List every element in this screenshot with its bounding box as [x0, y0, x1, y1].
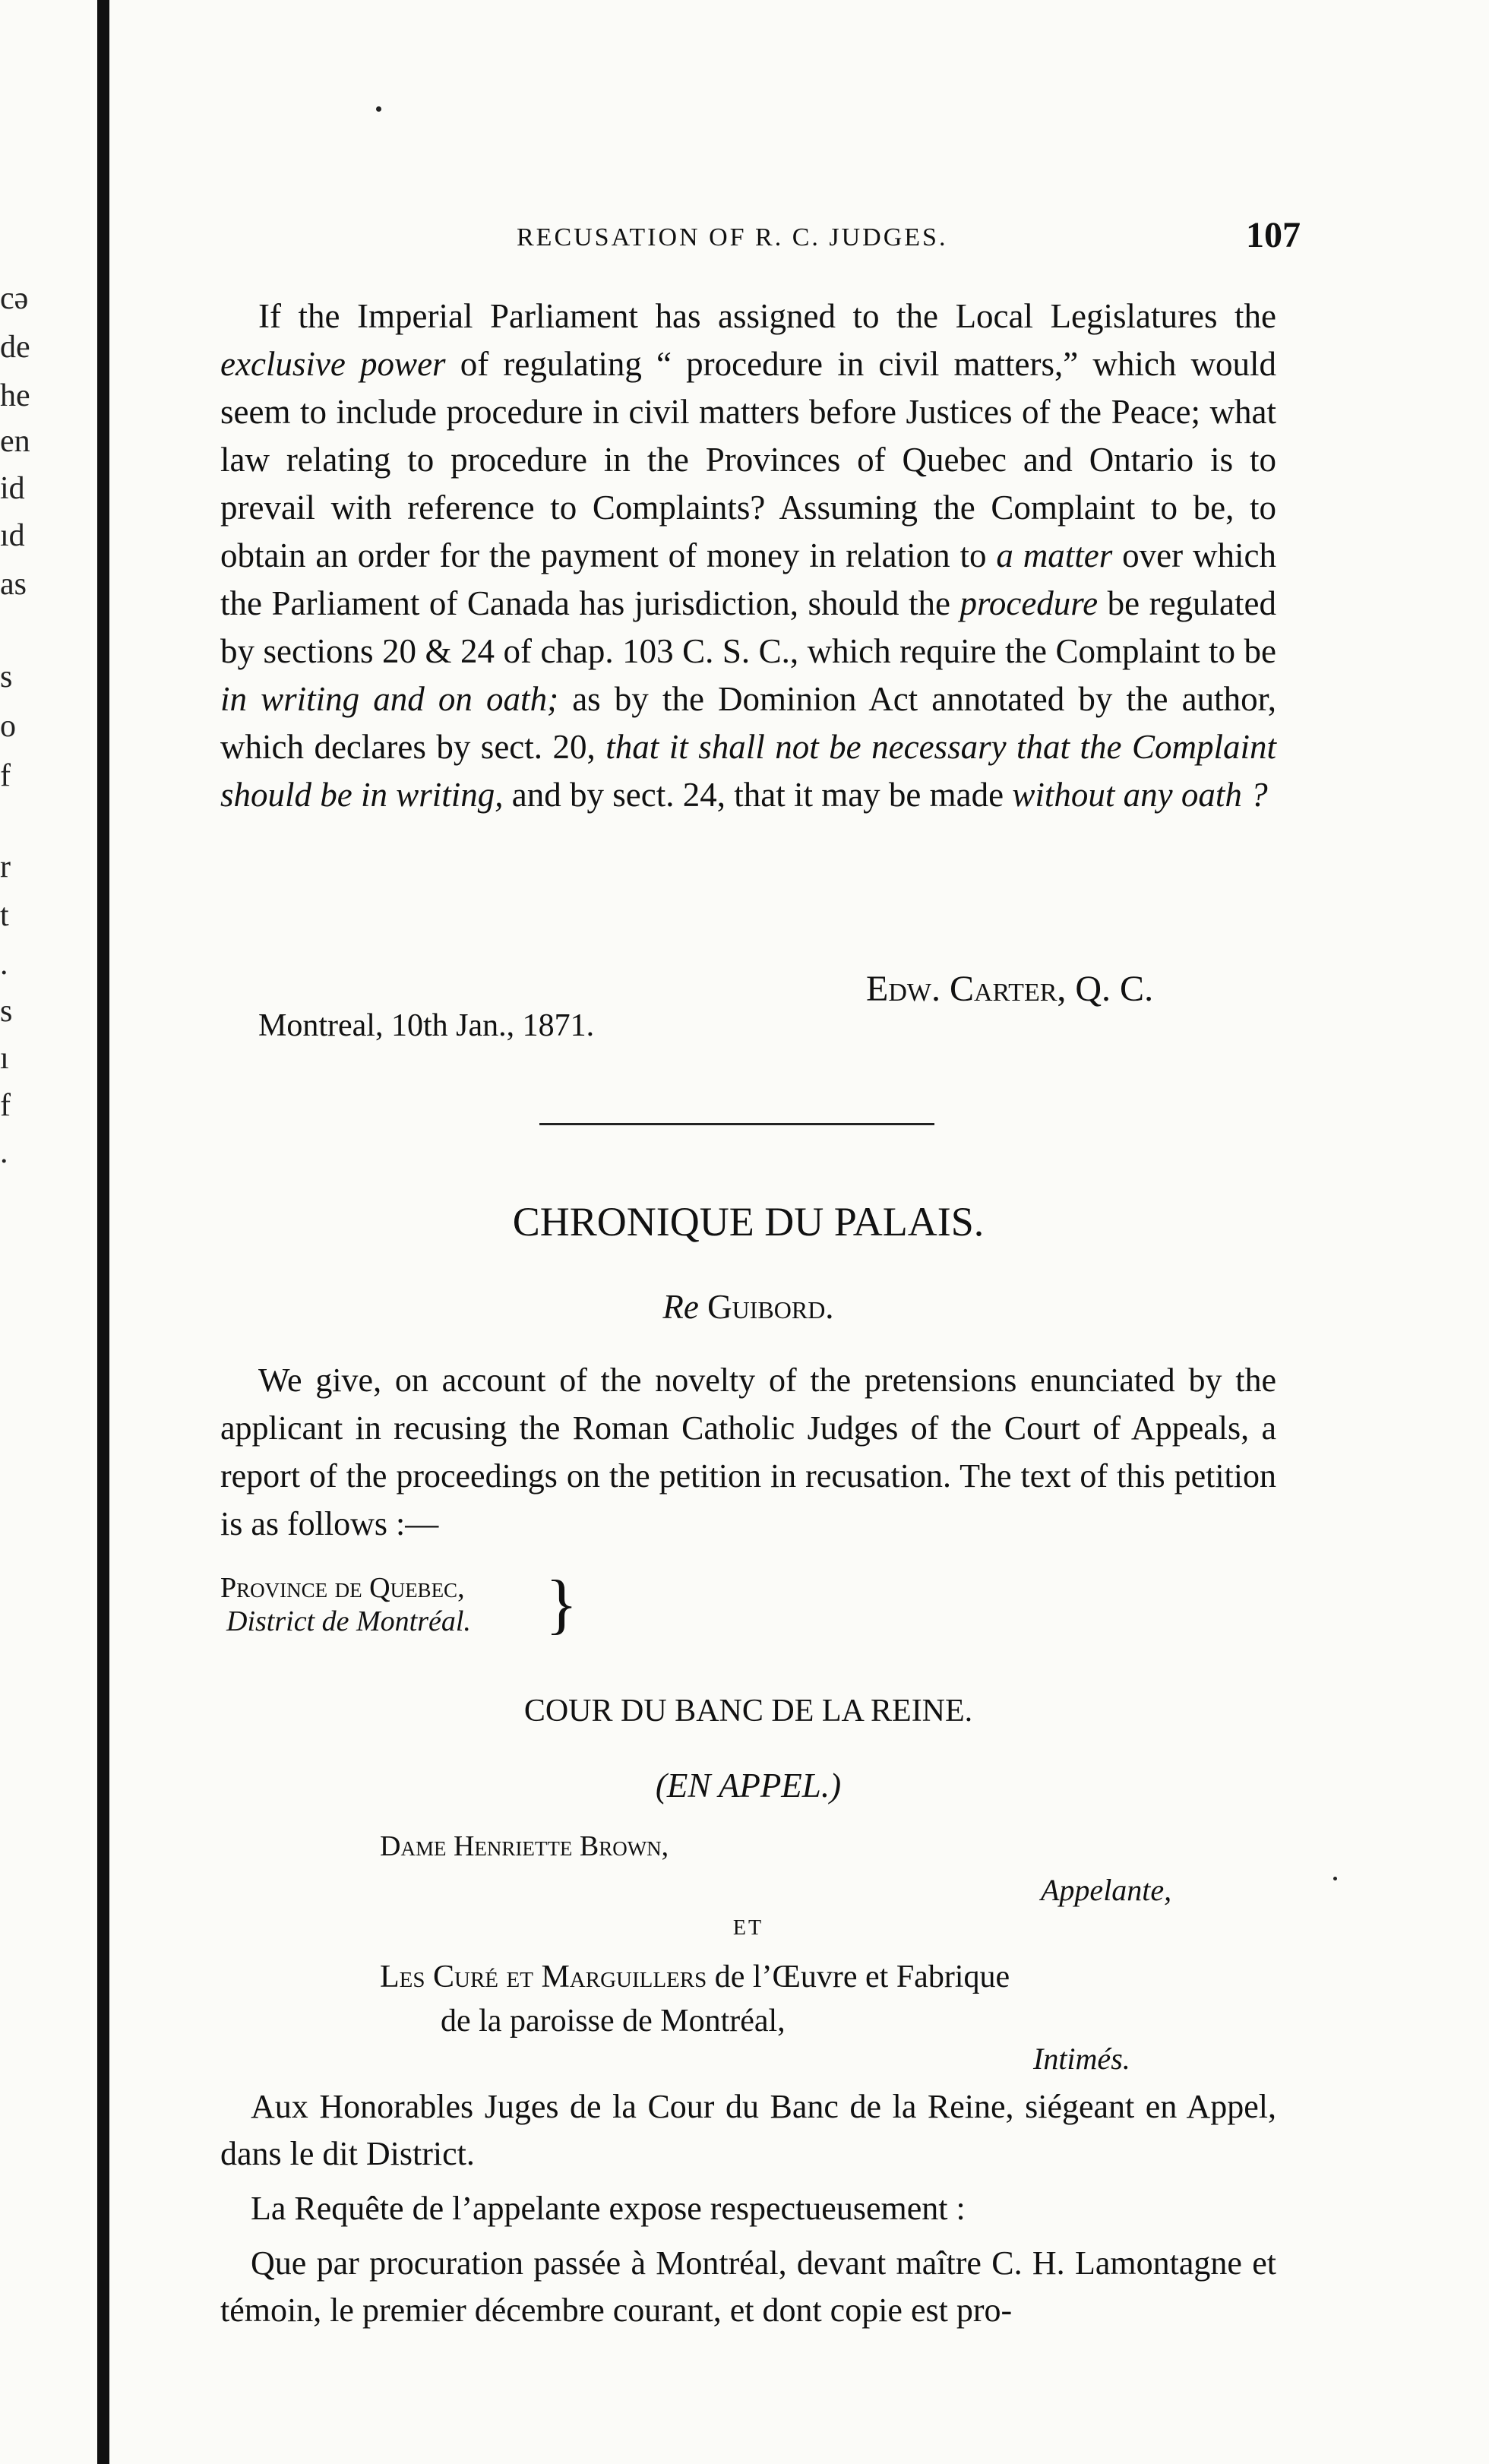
running-title: RECUSATION OF R. C. JUDGES. — [517, 223, 948, 251]
italic-phrase: without any oath ? — [1012, 776, 1268, 814]
fragment-glyph: t — [0, 898, 9, 933]
carter-letter-body — [220, 293, 1276, 819]
fragment-glyph: id — [0, 471, 25, 506]
text-run: and by sect. 24, that it may be made — [503, 776, 1013, 814]
et-separator: ET — [732, 1916, 764, 1940]
subtitle-name: Guibord. — [707, 1288, 834, 1326]
respondent-sc: Les Curé et Marguillers — [380, 1959, 707, 1994]
respondent-line-1 — [380, 1954, 1010, 2000]
page-number: 107 — [1246, 215, 1301, 255]
address-paragraph: Aux Honorables Juges de la Cour du Banc de la Reine, siégeant en Appel, dans le dit District. — [220, 2088, 1276, 2172]
italic-phrase: that it shall not be necessary that the Complaint should be in writing, — [220, 728, 1277, 814]
fragment-glyph: o — [0, 709, 16, 744]
fragment-glyph: as — [0, 567, 27, 602]
fragment-glyph: cə — [0, 281, 29, 316]
section-divider — [539, 1123, 934, 1125]
italic-phrase: in writing and on oath; — [220, 680, 559, 718]
fragment-glyph: s — [0, 994, 13, 1029]
fragment-glyph: f — [0, 1088, 11, 1123]
brace: } — [545, 1567, 578, 1641]
subtitle-re: Re — [662, 1288, 699, 1326]
appellant-name: Dame Henriette Brown, — [380, 1830, 669, 1862]
page-binding-edge — [97, 0, 109, 2464]
appellant-role: Appelante, — [1041, 1873, 1172, 1907]
requete-paragraph: La Requête de l’appelante expose respectueusement : — [251, 2190, 966, 2227]
petition-text — [220, 2083, 1276, 2342]
fragment-glyph: s — [0, 659, 13, 694]
fragment-glyph: he — [0, 378, 30, 413]
italic-phrase: procedure — [959, 584, 1099, 622]
que-paragraph: Que par procuration passée à Montréal, devant maître C. H. Lamontagne et témoin, le premier décembre courant, et dont copie est pro- — [220, 2244, 1276, 2329]
text-run: over which the Parliament of Canada has jurisdiction, should the — [220, 536, 1276, 622]
text-run: If the Imperial Parliament has assigned to the Local Legislatures the — [258, 297, 1276, 335]
section-title: CHRONIQUE DU PALAIS. — [512, 1199, 985, 1245]
province-line: Province de Quebec, — [220, 1572, 465, 1604]
fragment-glyph: ı — [0, 1041, 9, 1076]
fragment-glyph: en — [0, 424, 30, 459]
italic-phrase: exclusive power — [220, 345, 446, 383]
en-appel: (EN APPEL.) — [655, 1767, 842, 1805]
chronique-intro — [220, 1356, 1276, 1548]
respondent-role: Intimés. — [1033, 2042, 1130, 2076]
intro-paragraph: We give, on account of the novelty of the pretensions enunciated by the applicant in recusing the Roman Catholic Judges of the Court of Appeals, a report of the proceedings on the petition in recusation. The text of this petition is as follows :— — [220, 1362, 1276, 1542]
italic-phrase: a matter — [996, 536, 1113, 574]
province-block — [220, 1567, 578, 1641]
text-run: of regulating “ procedure in civil matters,” which would seem to include procedure in civil matters before Justices of the Peace; what law relating to procedure in the Provinces of Quebec and Ontario is to prevail with reference to Complaints? Assuming the Complaint to be, to obtain an order for the payment of money in relation to — [220, 345, 1276, 574]
court-title: COUR DU BANC DE LA REINE. — [523, 1694, 973, 1729]
fragment-glyph: ıd — [0, 518, 25, 553]
fragment-glyph: . — [0, 1135, 8, 1170]
signature: Edw. Carter, Q. C. — [866, 969, 1154, 1009]
fragment-glyph: r — [0, 849, 11, 884]
respondent-line-2: de la paroisse de Montréal, — [441, 2004, 786, 2039]
running-header — [517, 215, 1301, 261]
ink-speck — [376, 106, 381, 112]
text-run: as by the Dominion Act annotated by the author, which declares by sect. 20, — [220, 680, 1277, 766]
respondent-rest: de l’Œuvre et Fabrique — [707, 1959, 1010, 1994]
ink-speck — [1333, 1877, 1337, 1880]
fragment-glyph: de — [0, 330, 30, 365]
fragment-glyph: . — [0, 947, 8, 982]
fragment-glyph: f — [0, 758, 11, 793]
text-run: be regulated by sections 20 & 24 of chap. 103 C. S. C., which require the Complaint to be — [220, 584, 1276, 670]
carter-letter-paragraph — [220, 293, 1276, 819]
section-subtitle — [220, 1284, 1276, 1330]
district-line: District de Montréal. — [226, 1605, 471, 1637]
place-date: Montreal, 10th Jan., 1871. — [258, 1008, 595, 1043]
